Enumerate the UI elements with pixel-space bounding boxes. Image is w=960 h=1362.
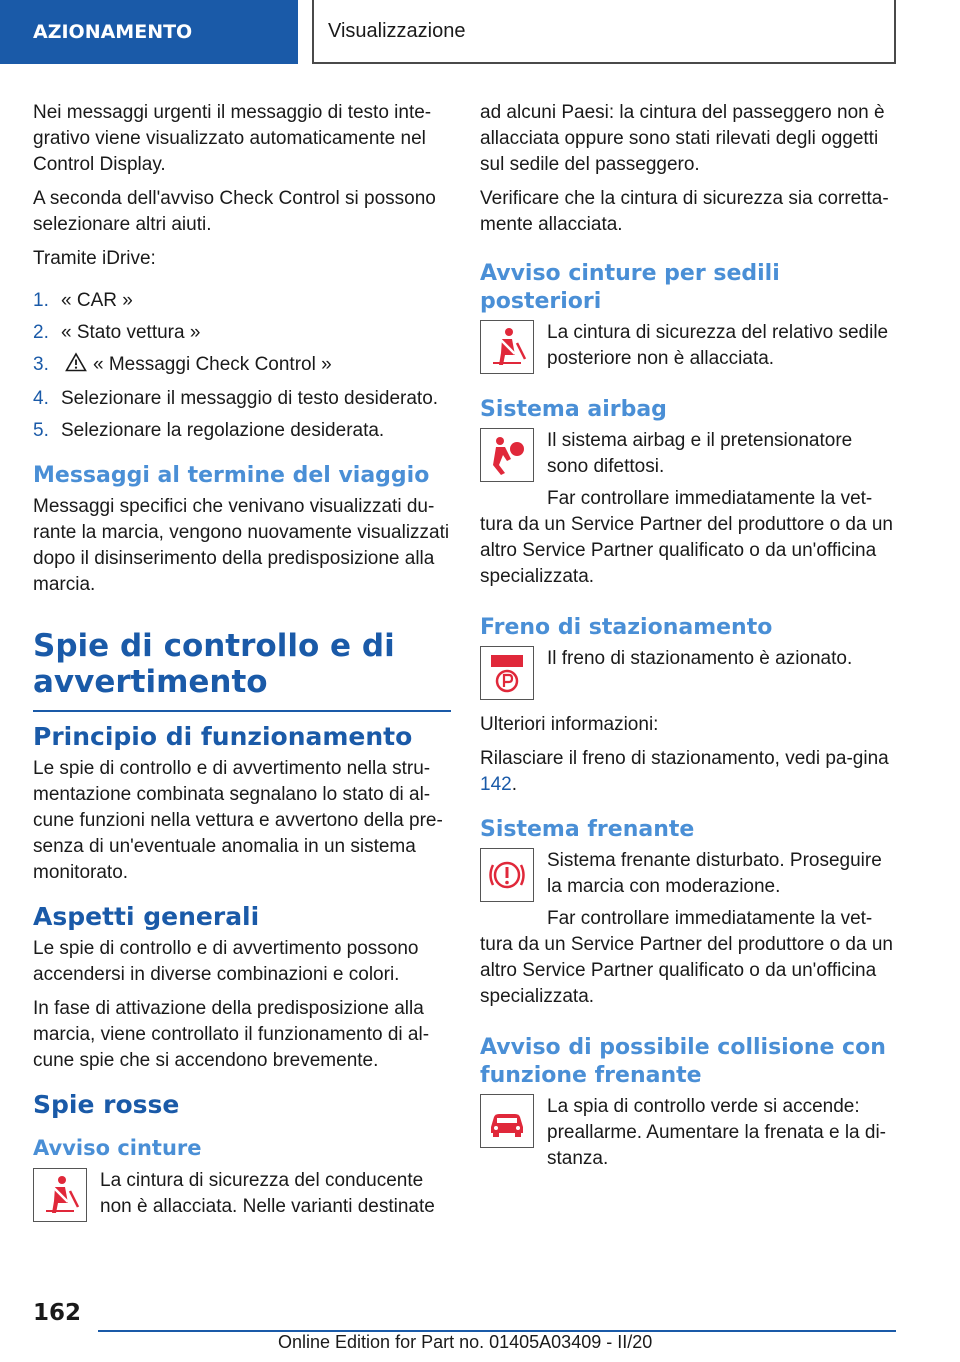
footer-edition: Online Edition for Part no. 01405A03409 - II/20 bbox=[278, 1332, 653, 1352]
brake-system-row bbox=[480, 848, 896, 1016]
paragraph: Tramite iDrive: bbox=[33, 248, 156, 269]
paragraph: Far controllare immediatamente la vet‐tura da un Service Partner del produttore o da un altro Service Partner qualificato o da un'officina specializzata. bbox=[480, 908, 893, 1007]
left-column bbox=[33, 100, 451, 1226]
step-text: « Stato vettura » bbox=[61, 322, 201, 343]
heading-belt-warning: Avviso cinture bbox=[33, 1136, 202, 1160]
list-item bbox=[33, 352, 451, 380]
seatbelt-icon bbox=[33, 1168, 87, 1222]
step-number: 1. bbox=[33, 290, 49, 311]
paragraph: La spia di controllo verde si accende: preallarme. Aumentare la frenata e la di‐stanza. bbox=[547, 1096, 887, 1169]
step-number: 3. bbox=[33, 354, 49, 375]
paragraph: Rilasciare il freno di stazionamento, vedi pa‐gina 142. bbox=[480, 748, 889, 795]
paragraph: Ulteriori informazioni: bbox=[480, 714, 659, 735]
step-text: Selezionare la regolazione desiderata. bbox=[61, 420, 385, 441]
page-number: 162 bbox=[33, 1300, 82, 1326]
paragraph: Nei messaggi urgenti il messaggio di testo inte‐grativo viene visualizzato automaticamente nel Control Display. bbox=[33, 102, 432, 175]
airbag-icon bbox=[480, 428, 534, 482]
section-label: AZIONAMENTO bbox=[33, 21, 193, 43]
rear-seatbelt-icon bbox=[480, 320, 534, 374]
step-number: 2. bbox=[33, 322, 49, 343]
rear-belt-row bbox=[480, 320, 896, 378]
airbag-row bbox=[480, 428, 896, 596]
park-brake-icon bbox=[480, 646, 534, 700]
paragraph: Messaggi specifici che venivano visualizzati du‐rante la marcia, vengono nuovamente visualizzati dopo il disinserimento della predisposizione alla marcia. bbox=[33, 496, 450, 595]
list-item bbox=[33, 320, 451, 346]
paragraph: Il sistema airbag e il pretensionatore sono difettosi. bbox=[547, 430, 853, 477]
heading-general: Aspetti generali bbox=[33, 902, 260, 931]
paragraph: Il freno di stazionamento è azionato. bbox=[547, 648, 853, 669]
paragraph: La cintura di sicurezza del relativo sedile posteriore non è allacciata. bbox=[547, 322, 889, 369]
paragraph: A seconda dell'avviso Check Control si possono selezionare altri aiuti. bbox=[33, 188, 436, 235]
heading-brake-system: Sistema frenante bbox=[480, 817, 695, 842]
heading-airbag: Sistema airbag bbox=[480, 397, 667, 422]
heading-principle: Principio di funzionamento bbox=[33, 722, 413, 751]
step-number: 4. bbox=[33, 388, 49, 409]
parking-brake-row bbox=[480, 646, 896, 700]
heading-red-lights: Spie rosse bbox=[33, 1090, 180, 1119]
step-text: « Messaggi Check Control » bbox=[93, 354, 332, 375]
release-text: Rilasciare il freno di stazionamento, vedi pa‐gina bbox=[480, 748, 889, 769]
list-item bbox=[33, 386, 451, 412]
step-list bbox=[33, 288, 451, 444]
paragraph: La cintura di sicurezza del conducente non è allacciata. Nelle varianti destinate bbox=[100, 1170, 435, 1217]
paragraph: Sistema frenante disturbato. Proseguire la marcia con moderazione. bbox=[547, 850, 882, 897]
list-item bbox=[33, 288, 451, 314]
chapter-title: Spie di controllo e di avvertimento bbox=[33, 628, 451, 712]
step-text: Selezionare il messaggio di testo desiderato. bbox=[61, 388, 439, 409]
page-link[interactable]: 142 bbox=[480, 774, 512, 795]
brake-warning-icon bbox=[480, 848, 534, 902]
header-title: Visualizzazione bbox=[328, 19, 466, 42]
right-column bbox=[480, 100, 896, 1178]
page-header bbox=[312, 0, 896, 64]
paragraph: Le spie di controllo e di avvertimento possono accendersi in diverse combinazioni e colori. bbox=[33, 938, 419, 985]
heading-end-of-trip: Messaggi al termine del viaggio bbox=[33, 463, 430, 488]
heading-parking-brake: Freno di stazionamento bbox=[480, 615, 773, 640]
belt-warning-row bbox=[33, 1168, 451, 1226]
section-tab[interactable] bbox=[0, 0, 298, 64]
heading-rear-belt: Avviso cinture per sedili posteriori bbox=[480, 261, 780, 314]
list-item bbox=[33, 418, 451, 444]
paragraph: In fase di attivazione della predisposizione alla marcia, viene controllato il funzionamento di al‐cune spie che si accendono brevemente. bbox=[33, 998, 430, 1071]
paragraph: Far controllare immediatamente la vet‐tura da un Service Partner del produttore o da un altro Service Partner qualificato o da un'officina specializzata. bbox=[480, 488, 893, 587]
warning-icon bbox=[65, 352, 87, 380]
car-collision-icon bbox=[480, 1094, 534, 1148]
step-number: 5. bbox=[33, 420, 49, 441]
paragraph: ad alcuni Paesi: la cintura del passeggero non è allacciata oppure sono stati rilevati degli oggetti sul sedile del passeggero. bbox=[480, 102, 885, 175]
step-text: « CAR » bbox=[61, 290, 133, 311]
paragraph: Le spie di controllo e di avvertimento nella stru‐mentazione combinata segnalano lo stato di al‐cune funzioni nella vettura e avvertono della pre‐senza di un'eventuale anomalia in un sistema monitorato. bbox=[33, 758, 443, 883]
collision-row bbox=[480, 1094, 896, 1178]
heading-collision-warning: Avviso di possibile collisione con funzione frenante bbox=[480, 1035, 886, 1088]
paragraph: Verificare che la cintura di sicurezza sia corretta‐mente allacciata. bbox=[480, 188, 889, 235]
